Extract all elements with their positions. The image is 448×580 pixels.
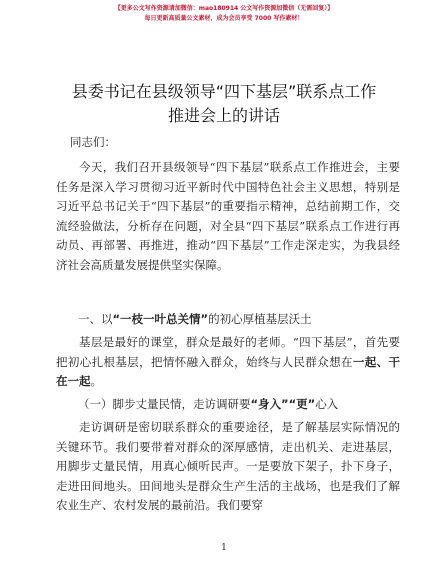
heading-1-bold: “一枝一叶总关情” bbox=[112, 312, 209, 326]
paragraph-2-bold: 一起、干在一起 bbox=[56, 354, 400, 388]
header-banner bbox=[0, 4, 448, 24]
heading-2-bold: “身入”“更” bbox=[250, 397, 316, 411]
paragraph-3 bbox=[56, 418, 400, 516]
section-heading-2 bbox=[78, 396, 338, 412]
heading-1-suffix: 的初心厚植基层沃土 bbox=[208, 312, 312, 326]
section-heading-1 bbox=[78, 311, 312, 327]
paragraph-1-text: 今天，我们召开县级领导“四下基层”联系点工作推进会，主要任务是深入学习贯彻习近平新时代中国特色社会主义思想，特别是习近平总书记关于“四下基层”的重要指示精神，总结前期工作，交流经验做法，分析存在问题，对全县“四下基层”联系点工作进行再动员、再部署、再推进，推动“四下基层”工作走深走实，为我县经济社会高质量发展提供坚实保障。 bbox=[56, 160, 400, 272]
salutation: 同志们： bbox=[70, 135, 116, 149]
banner-line-2: 每日更新高质量公文素材，成为会员享受 7000 写作素材！ bbox=[144, 15, 304, 22]
banner-line-1: 【更多公文写作资源请加微信：mao180914 公文写作资源加微信（无需回复）】 bbox=[114, 5, 334, 12]
heading-2-prefix: （一）脚步丈量民情，走访调研要 bbox=[78, 397, 251, 411]
paragraph-2-body: 基层是最好的课堂，群众是最好的老师。“四下基层”，首先要把初心扎根基层，把情怀融入群众，始终与人民群众想在 bbox=[56, 335, 400, 369]
paragraph-3-text: 走访调研是密切联系群众的重要途径，是了解基层实际情况的关键环节。我们要带着对群众的深厚感情，走出机关、走进基层，用脚步丈量民情，用真心倾听民声。一是要放下架子，扑下身子，走进田间地头。田间地头是群众生产生活的主战场，也是我们了解农业生产、农村发展的最前沿。我们要穿 bbox=[56, 420, 400, 512]
title-line-2: 推进会上的讲话 bbox=[167, 106, 280, 125]
paragraph-1 bbox=[56, 158, 400, 275]
heading-2-suffix: 心入 bbox=[315, 397, 339, 411]
paragraph-2 bbox=[56, 333, 400, 392]
title-line-1: 县委书记在县级领导“四下基层”联系点工作 bbox=[71, 82, 377, 101]
paragraph-2-end: 。 bbox=[90, 374, 102, 388]
document-title bbox=[40, 80, 408, 128]
page-number: 1 bbox=[221, 543, 227, 553]
heading-1-prefix: 一、以 bbox=[78, 312, 113, 326]
paragraph-2-text bbox=[56, 333, 400, 392]
